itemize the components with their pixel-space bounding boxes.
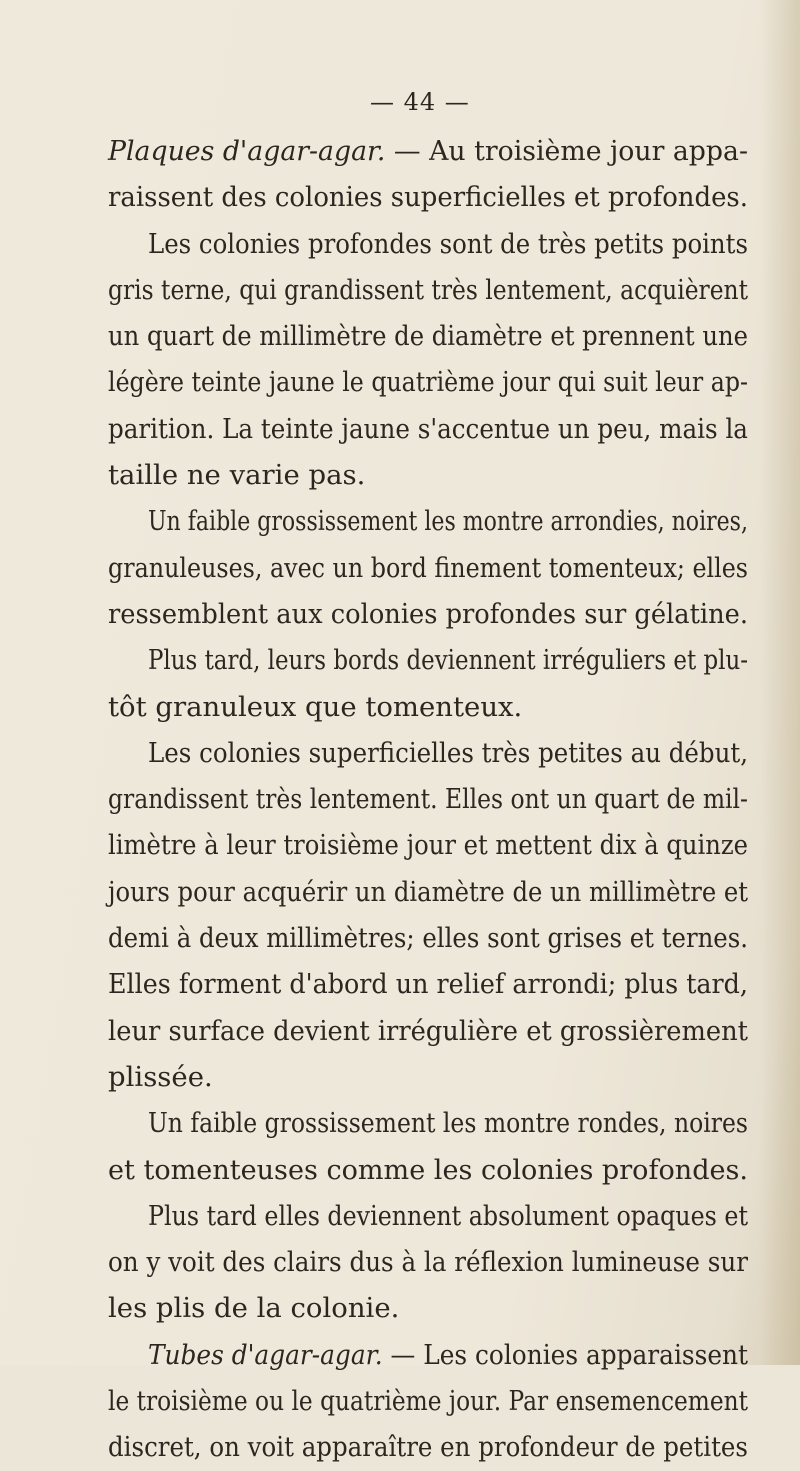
- line-text: ressemblent aux colonies profondes sur gélatine.: [108, 597, 749, 630]
- text-line: [108, 869, 748, 915]
- line-text: leur surface devient irrégulière et grossièrement: [108, 1014, 748, 1047]
- text-line: [108, 406, 748, 452]
- text-line: [108, 452, 748, 498]
- line-text: Un faible grossissement les montre rondes, noires: [148, 1107, 748, 1140]
- text-line: [108, 1100, 748, 1146]
- text-line: [108, 684, 748, 730]
- text-line: [108, 776, 748, 822]
- line-text: taille ne varie pas.: [108, 459, 366, 492]
- line-text: le troisième ou le quatrième jour. Par ensemencement: [108, 1385, 749, 1418]
- text-line: [108, 915, 748, 961]
- text-line: [108, 359, 748, 405]
- line-text: — Les colonies apparaissent: [382, 1338, 749, 1371]
- line-text: raissent des colonies superficielles et profondes.: [108, 181, 748, 214]
- body-text: [108, 128, 748, 1471]
- text-line: [108, 1193, 748, 1239]
- line-text: tôt granuleux que tomenteux.: [108, 690, 523, 723]
- text-line: [108, 1054, 748, 1100]
- text-line: [108, 1239, 748, 1285]
- line-text: Les colonies superficielles très petites au début,: [148, 736, 749, 769]
- text-line: [108, 1008, 748, 1054]
- line-text: gris terne, qui grandissent très lentement, acquièrent: [108, 273, 748, 306]
- line-text: Plus tard elles deviennent absolument opaques et: [148, 1199, 748, 1232]
- line-text: on y voit des clairs dus à la réflexion lumineuse sur: [108, 1246, 748, 1279]
- line-text: discret, on voit apparaître en profondeur de petites: [108, 1431, 748, 1464]
- line-text: grandissent très lentement. Elles ont un quart de mil-: [108, 783, 748, 816]
- line-text: Elles forment d'abord un relief arrondi; plus tard,: [108, 968, 748, 1001]
- line-text: limètre à leur troisième jour et mettent dix à quinze: [108, 829, 749, 862]
- line-text: jours pour acquérir un diamètre de un millimètre et: [108, 875, 749, 908]
- text-line: [108, 1378, 748, 1424]
- line-text: granuleuses, avec un bord finement tomenteux; elles: [108, 551, 749, 584]
- text-line: [108, 637, 748, 683]
- text-line: [108, 267, 748, 313]
- line-text: plissée.: [108, 1060, 213, 1093]
- section-heading: Tubes d'agar-agar.: [148, 1338, 383, 1371]
- text-line: [108, 221, 748, 267]
- line-text: parition. La teinte jaune s'accentue un peu, mais la: [108, 412, 748, 445]
- text-line: [108, 1147, 748, 1193]
- line-text: légère teinte jaune le quatrième jour qui suit leur ap-: [108, 366, 748, 399]
- line-text: les plis de la colonie.: [108, 1292, 400, 1325]
- text-line: [108, 1424, 748, 1470]
- text-line: [108, 1285, 748, 1331]
- text-line: [108, 545, 748, 591]
- text-line: [108, 498, 748, 544]
- section-heading: Plaques d'agar-agar.: [108, 135, 386, 167]
- text-line: [108, 313, 748, 359]
- text-line: [108, 174, 748, 220]
- line-text: Plus tard, leurs bords deviennent irréguliers et plu-: [148, 644, 749, 677]
- text-line: [108, 1332, 748, 1378]
- page-number: — 44 —: [370, 88, 470, 116]
- line-text: un quart de millimètre de diamètre et prennent une: [108, 320, 749, 353]
- line-text: — Au troisième jour appa-: [385, 135, 748, 167]
- line-text: et tomenteuses comme les colonies profondes.: [108, 1153, 749, 1186]
- line-text: demi à deux millimètres; elles sont grises et ternes.: [108, 922, 748, 955]
- text-line: [108, 822, 748, 868]
- text-line: [108, 730, 748, 776]
- text-line: [108, 128, 748, 174]
- text-line: [108, 961, 748, 1007]
- text-line: [108, 591, 748, 637]
- line-text: Les colonies profondes sont de très petits points: [148, 227, 748, 260]
- line-text: Un faible grossissement les montre arrondies, noires,: [148, 505, 748, 538]
